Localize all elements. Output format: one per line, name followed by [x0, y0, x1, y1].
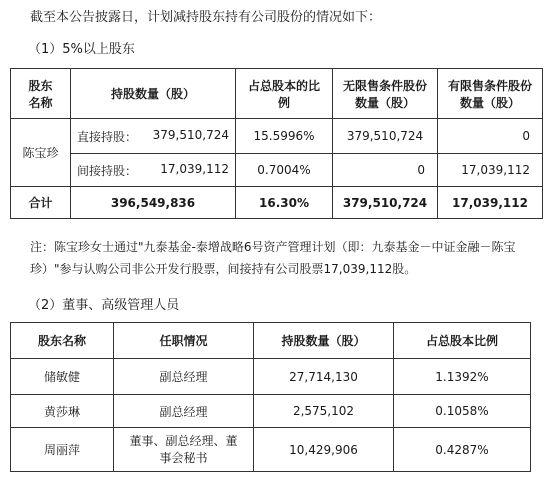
total-restricted: 17,039,112	[438, 187, 543, 219]
executive-ratio: 1.1392%	[394, 359, 531, 395]
executive-name: 黄莎琳	[11, 395, 114, 428]
header-holder-name: 股东名称	[11, 69, 71, 119]
header-unrestricted: 无限售条件股份数量（股）	[333, 69, 438, 119]
table-executives	[10, 322, 531, 472]
ratio-value: 15.5996%	[236, 119, 333, 154]
header-position: 任职情况	[114, 323, 254, 359]
executive-role: 副总经理	[114, 359, 254, 395]
header-restricted: 有限售条件股份数量（股）	[438, 69, 543, 119]
table-row	[11, 119, 543, 154]
table-row	[11, 395, 531, 428]
restricted-value: 17,039,112	[438, 154, 543, 187]
total-label: 合计	[11, 187, 71, 219]
header-shares: 持股数量（股）	[254, 323, 394, 359]
table-row	[11, 154, 543, 187]
holding-type: 直接持股：	[77, 129, 138, 144]
restricted-value: 0	[438, 119, 543, 154]
header-holder-name: 股东名称	[11, 323, 114, 359]
ratio-value: 0.7004%	[236, 154, 333, 187]
shares-value: 17,039,112	[160, 161, 229, 176]
shares-value: 379,510,724	[152, 127, 229, 142]
total-shares: 396,549,836	[71, 187, 236, 219]
executive-shares: 10,429,906	[254, 428, 394, 472]
executive-role: 董事、副总经理、董事会秘书	[114, 428, 254, 472]
executive-name: 储敏健	[11, 359, 114, 395]
table-header-row	[11, 323, 531, 359]
holder-name: 陈宝珍	[11, 119, 71, 187]
executive-name: 周丽萍	[11, 428, 114, 472]
table-header-row	[11, 69, 543, 119]
executive-ratio: 0.4287%	[394, 428, 531, 472]
table-row	[11, 359, 531, 395]
executive-role: 副总经理	[114, 395, 254, 428]
executive-shares: 27,714,130	[254, 359, 394, 395]
header-ratio: 占总股本比例	[394, 323, 531, 359]
unrestricted-value: 379,510,724	[333, 119, 438, 154]
table-row	[11, 428, 531, 472]
total-ratio: 16.30%	[236, 187, 333, 219]
total-unrestricted: 379,510,724	[333, 187, 438, 219]
table-major-shareholders	[10, 68, 543, 219]
table-total-row	[11, 187, 543, 219]
section1-title: （1）5%以上股东	[28, 42, 135, 57]
footnote: 注：陈宝珍女士通过"九泰基金-泰增战略6号资产管理计划（即：九泰基金－中证金融－陈宝珍）"参与认购公司非公开发行股票，间接持有公司股票17,039,112股。	[30, 240, 516, 276]
executive-shares: 2,575,102	[254, 395, 394, 428]
row-shares-cell	[71, 119, 236, 154]
intro-text: 截至本公告披露日，计划减持股东持有公司股份的情况如下：	[30, 10, 382, 25]
header-ratio: 占总股本的比例	[236, 69, 333, 119]
holding-type: 间接持股：	[77, 163, 138, 178]
executive-ratio: 0.1058%	[394, 395, 531, 428]
row-shares-cell	[71, 154, 236, 187]
section2-title: （2）董事、高级管理人员	[28, 298, 180, 313]
unrestricted-value: 0	[333, 154, 438, 187]
header-shares: 持股数量（股）	[71, 69, 236, 119]
